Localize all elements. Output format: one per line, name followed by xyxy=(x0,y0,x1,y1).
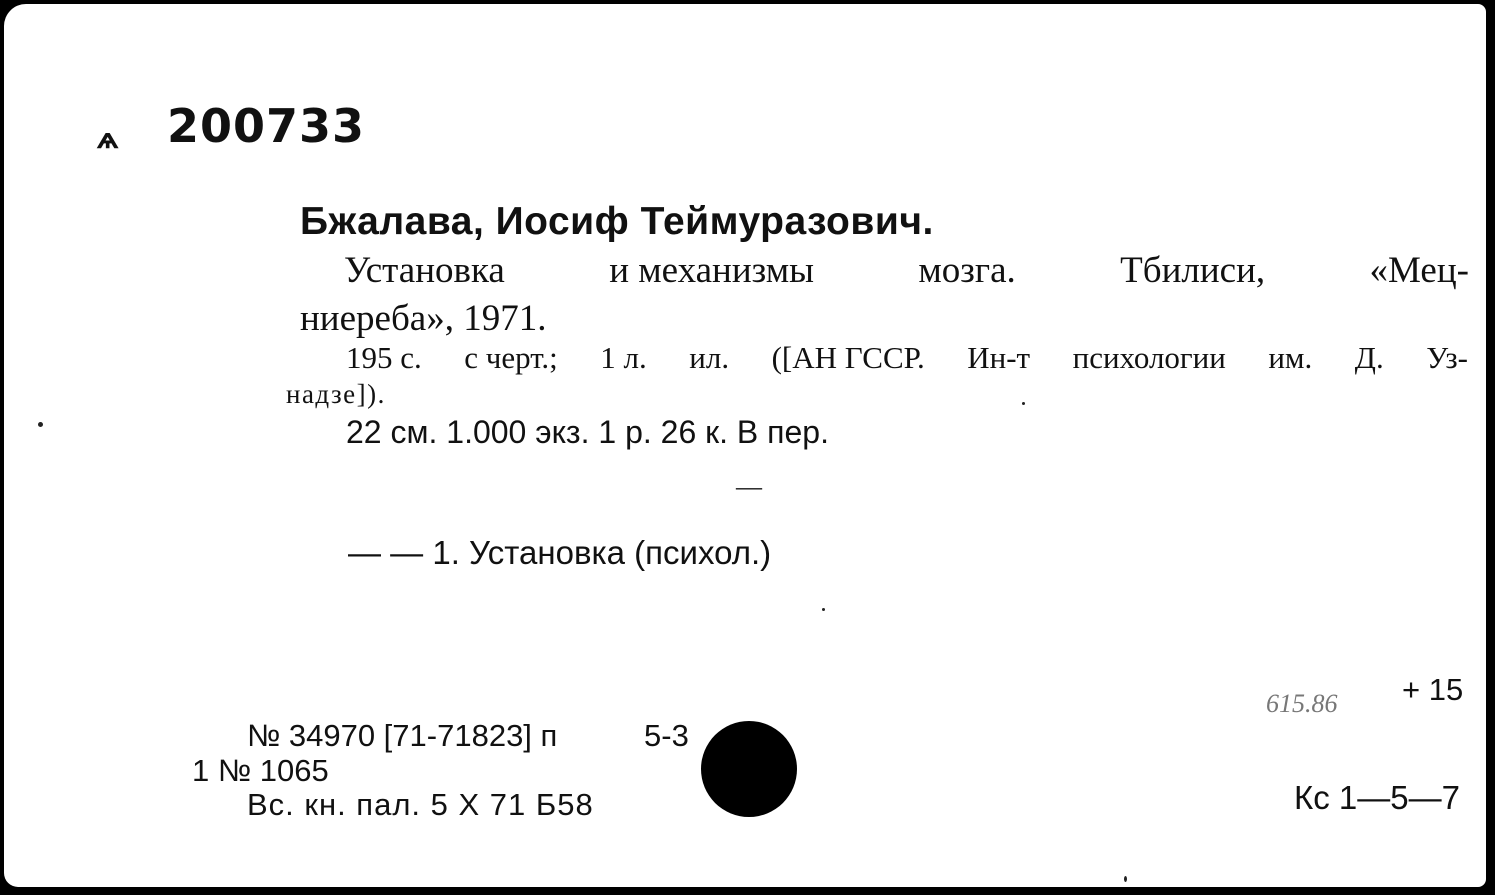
ink-speck xyxy=(38,422,43,427)
kc-code: Кс 1—5—7 xyxy=(1294,779,1460,816)
title-word: мозга. xyxy=(918,250,1016,291)
registration-code: 5-3 xyxy=(644,718,689,753)
phys-word: им. xyxy=(1268,340,1313,375)
size-and-price: 22 см. 1.000 экз. 1 р. 26 к. В пер. xyxy=(346,414,829,450)
ink-speck xyxy=(1124,876,1127,882)
punch-hole xyxy=(701,721,797,817)
subject-heading: — — 1. Установка (психол.) xyxy=(348,534,772,571)
classification-stamp: 615.86 xyxy=(1266,689,1338,718)
phys-word: ([АН ГССР. xyxy=(771,340,925,375)
ink-speck xyxy=(822,608,825,611)
phys-word: Ин-т xyxy=(967,340,1031,375)
phys-word: Уз- xyxy=(1426,340,1468,375)
registration-line-1: № 34970 [71-71823] п xyxy=(247,718,558,753)
title-word: Тбилиси, xyxy=(1120,250,1266,291)
title-word: «Мец- xyxy=(1369,250,1469,291)
physical-description-line-2: надзе]). xyxy=(286,379,386,409)
phys-word: психологии xyxy=(1072,340,1226,375)
author-heading: Бжалава, Иосиф Теймуразович. xyxy=(300,200,934,243)
title-line-1 xyxy=(344,249,1469,292)
title-word: Установка xyxy=(344,250,505,291)
classification-plus: + 15 xyxy=(1402,672,1464,707)
catalog-card xyxy=(4,4,1486,887)
registration-line-2: 1 № 1065 xyxy=(192,753,329,788)
physical-description-line-1 xyxy=(346,340,1468,376)
inventory-mark: ѧ xyxy=(96,122,120,155)
registration-line-3: Вс. кн. пал. 5 X 71 Б58 xyxy=(247,787,594,822)
phys-word: с черт.; xyxy=(464,340,558,375)
phys-word: ил. xyxy=(689,340,730,375)
title-word: и механизмы xyxy=(609,250,815,291)
phys-word: 1 л. xyxy=(600,340,647,375)
inventory-number: 200733 xyxy=(167,99,366,153)
ink-speck xyxy=(1022,402,1025,405)
phys-word: 195 с. xyxy=(346,340,422,375)
phys-word: Д. xyxy=(1354,340,1384,375)
separator-mark: — xyxy=(736,472,762,501)
title-line-2: ниереба», 1971. xyxy=(300,298,547,339)
